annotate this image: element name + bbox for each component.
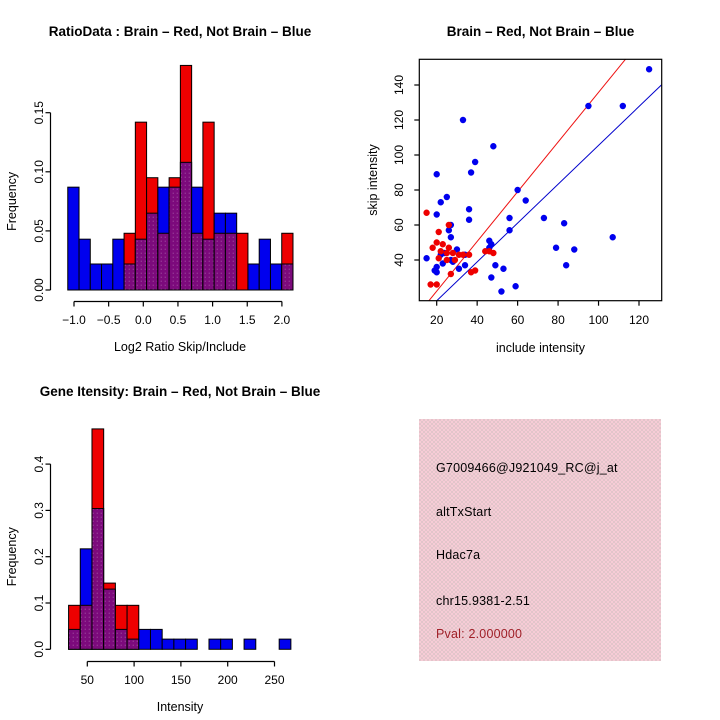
panel-gene-intensity-histogram <box>0 360 360 720</box>
data-point <box>541 215 547 221</box>
y-axis-label: skip intensity <box>366 144 380 216</box>
y-tick-label: 0.2 <box>32 548 46 566</box>
panel-intensity-scatter <box>360 0 720 360</box>
data-point <box>434 171 440 177</box>
data-point <box>423 255 429 261</box>
gene-intensity-histogram-chart <box>0 360 360 720</box>
data-point <box>460 117 466 123</box>
hist-bar <box>174 639 186 649</box>
hist-bar-overlap <box>135 239 146 290</box>
intensity-scatter-chart <box>360 0 720 360</box>
gene-info-box <box>419 419 661 661</box>
data-point <box>423 210 429 216</box>
data-point <box>452 257 458 263</box>
hist-bar <box>279 639 291 649</box>
data-point <box>488 274 494 280</box>
data-point <box>571 246 577 252</box>
pval-text: Pval: 2.000000 <box>436 627 523 641</box>
hist-bar <box>259 239 270 290</box>
data-point <box>448 271 454 277</box>
y-tick-label: 0.3 <box>32 502 46 519</box>
x-tick-label: 150 <box>170 673 191 687</box>
data-point <box>434 281 440 287</box>
data-point <box>440 241 446 247</box>
data-point <box>500 266 506 272</box>
hist-bar <box>244 639 256 649</box>
hist-bar-overlap <box>214 233 225 290</box>
data-point <box>472 159 478 165</box>
y-tick-label: 120 <box>392 109 406 131</box>
hist-bar <box>270 264 281 290</box>
data-point <box>610 234 616 240</box>
probe-id-text: G7009466@J921049_RC@j_at <box>436 461 618 475</box>
y-tick-label: 0.05 <box>32 219 46 243</box>
x-tick-label: 50 <box>80 673 94 687</box>
y-tick-label: 0.15 <box>32 101 46 125</box>
data-point <box>444 250 450 256</box>
y-tick-label: 40 <box>392 253 406 267</box>
data-point <box>429 245 435 251</box>
data-point <box>490 143 496 149</box>
hist-bar <box>90 264 101 290</box>
hist-bar <box>221 639 233 649</box>
hist-bar <box>102 264 113 290</box>
hist-bar <box>209 639 221 649</box>
data-point <box>438 248 444 254</box>
panel-ratio-histogram <box>0 0 360 360</box>
fit-lines <box>419 15 661 318</box>
x-tick-label: 2.0 <box>273 313 291 327</box>
hist-bar-overlap <box>282 264 293 290</box>
data-point <box>434 239 440 245</box>
data-point <box>498 288 504 294</box>
hist-bar-overlap <box>92 509 104 650</box>
hist-bar-overlap <box>124 264 135 290</box>
x-axis-label: Intensity <box>156 700 204 714</box>
x-tick-label: 0.5 <box>169 313 187 327</box>
data-point <box>444 257 450 263</box>
data-point <box>438 199 444 205</box>
hist-bar <box>113 239 124 290</box>
hist-bar-overlap <box>203 239 214 290</box>
x-tick-label: −1.0 <box>62 313 86 327</box>
data-point <box>466 206 472 212</box>
x-axis-label: include intensity <box>496 341 585 355</box>
ratio-histogram-chart <box>0 0 360 360</box>
histogram-bars <box>68 65 293 290</box>
x-tick-label: 60 <box>510 313 525 327</box>
hist-bar-overlap <box>225 233 236 290</box>
y-axis-label: Frequency <box>5 171 19 231</box>
x-tick-label: 0.0 <box>134 313 152 327</box>
data-point <box>492 262 498 268</box>
x-tick-label: 80 <box>551 313 565 327</box>
x-axis-label: Log2 Ratio Skip/Include <box>113 340 247 354</box>
y-tick-label: 0.1 <box>32 594 46 612</box>
x-tick-label: 1.5 <box>238 313 256 327</box>
data-point <box>553 245 559 251</box>
hist-bar-overlap <box>104 589 116 649</box>
data-point <box>436 229 442 235</box>
x-tick-label: 120 <box>628 313 650 327</box>
x-tick-label: 250 <box>264 673 285 687</box>
hist-bar-overlap <box>192 233 203 290</box>
data-point <box>466 217 472 223</box>
hist-bar <box>237 233 248 290</box>
data-point <box>561 220 567 226</box>
y-tick-label: 100 <box>392 144 406 166</box>
y-tick-label: 80 <box>392 183 406 197</box>
data-point <box>448 234 454 240</box>
data-point <box>490 250 496 256</box>
hist-bar <box>68 187 79 290</box>
x-tick-label: −0.5 <box>96 313 121 327</box>
chart-title: Gene Itensity: Brain – Red, Not Brain – Blue <box>39 384 321 399</box>
data-point <box>450 250 456 256</box>
gene-name-text: Hdac7a <box>436 548 481 562</box>
hist-bar <box>162 639 174 649</box>
data-point <box>646 66 652 72</box>
y-tick-label: 0.00 <box>32 278 46 302</box>
y-tick-label: 60 <box>392 218 406 232</box>
hist-bar-overlap <box>147 213 158 290</box>
data-point <box>446 222 452 228</box>
data-point <box>523 197 529 203</box>
not-brain-fit-line <box>419 85 661 318</box>
data-point <box>427 281 433 287</box>
y-axis-label: Frequency <box>5 527 19 587</box>
data-point <box>514 187 520 193</box>
data-point <box>585 103 591 109</box>
data-point <box>466 252 472 258</box>
x-tick-label: 40 <box>470 313 484 327</box>
chart-title: RatioData : Brain – Red, Not Brain – Blue <box>48 24 312 39</box>
chromosome-location-text: chr15.9381-2.51 <box>436 594 531 608</box>
x-tick-label: 100 <box>124 673 145 687</box>
hist-bar-overlap <box>169 187 180 290</box>
hist-bar-overlap <box>127 639 139 649</box>
data-point <box>512 283 518 289</box>
hist-bar <box>150 629 162 649</box>
chart-title: Brain – Red, Not Brain – Blue <box>446 24 635 39</box>
x-tick-label: 200 <box>217 673 238 687</box>
hist-bar-overlap <box>115 629 127 649</box>
x-tick-label: 20 <box>430 313 444 327</box>
y-tick-label: 0.0 <box>32 640 46 658</box>
data-point <box>472 267 478 273</box>
plot-box <box>419 59 661 300</box>
data-point <box>436 255 442 261</box>
hist-bar <box>79 239 90 290</box>
hist-bar-overlap <box>80 605 92 649</box>
event-type-text: altTxStart <box>436 505 492 519</box>
data-point <box>506 215 512 221</box>
hist-bar-overlap <box>180 162 191 290</box>
hist-bar <box>139 629 151 649</box>
y-tick-label: 140 <box>392 74 406 96</box>
data-point <box>460 252 466 258</box>
data-point <box>456 266 462 272</box>
y-tick-label: 0.10 <box>32 160 46 184</box>
data-point <box>444 194 450 200</box>
hist-bar-overlap <box>158 233 169 290</box>
data-point <box>434 269 440 275</box>
x-tick-label: 1.0 <box>204 313 221 327</box>
y-tick-label: 0.4 <box>32 455 46 473</box>
data-point <box>563 262 569 268</box>
data-point <box>506 227 512 233</box>
hist-bar-overlap <box>69 629 81 649</box>
panel-gene-info <box>360 360 720 720</box>
hist-bar <box>186 639 198 649</box>
data-point <box>468 169 474 175</box>
x-tick-label: 100 <box>588 313 609 327</box>
data-point <box>434 211 440 217</box>
data-point <box>620 103 626 109</box>
data-point <box>462 262 468 268</box>
histogram-bars <box>69 429 291 649</box>
hist-bar <box>248 264 259 290</box>
